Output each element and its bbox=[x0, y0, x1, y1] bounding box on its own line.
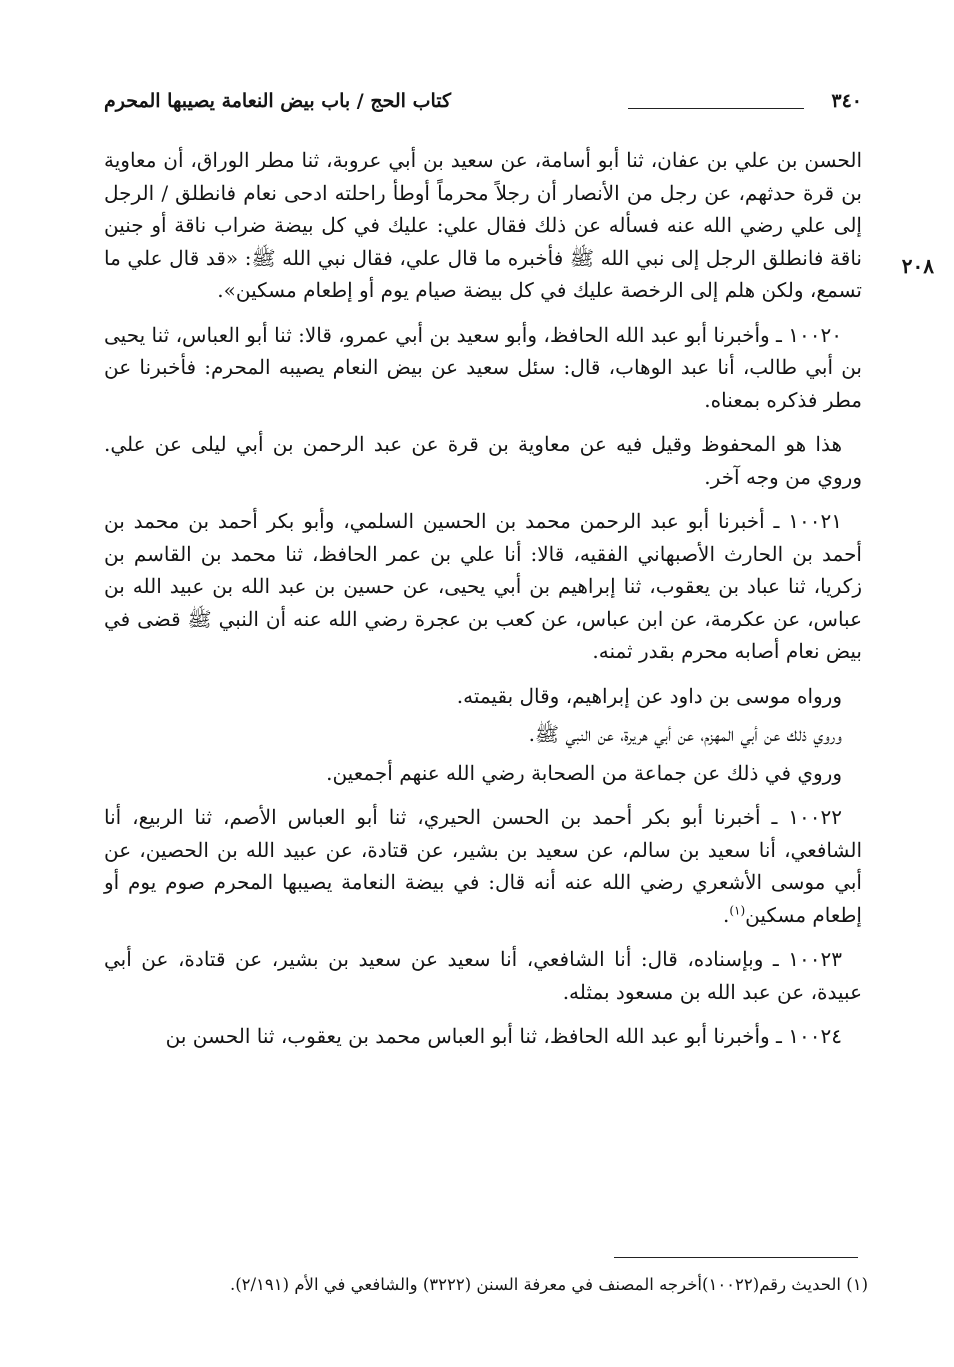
hadith-10022-text: ١٠٠٢٢ ـ أخبرنا أبو بكر أحمد بن الحسن الحيري، ثنا أبو العباس الأصم، ثنا الربيع، أنا الشافعي، أنا سعيد بن سالم، عن سعيد بن بشير، عن قتادة، عن عبيد الله بن الحصين، عن أبي موسى الأشعري رضي الله عنه أنه قال: في بيضة النعامة يصيبها المحرم صوم يوم أو إطعام مسكين bbox=[104, 805, 862, 927]
commentary-paragraph: هذا هو المحفوظ وقيل فيه عن معاوية بن قرة عن عبد الرحمن بن أبي ليلى عن علي. وروي من وجه آخر. bbox=[104, 432, 862, 489]
hadith-10023: ١٠٠٢٣ ـ وبإسناده، قال: أنا الشافعي، أنا سعيد عن سعيد بن بشير، عن قتادة، عن أبي عبيدة، عن عبد الله بن مسعود بمثله. bbox=[104, 947, 862, 1004]
hadith-10022-tail: . bbox=[722, 902, 730, 927]
narration-note: ورواه موسى بن داود عن إبراهيم، وقال بقيمته. bbox=[456, 683, 842, 708]
hadith-10020: ١٠٠٢٠ ـ وأخبرنا أبو عبد الله الحافظ، وأبو سعيد بن أبي عمرو، قالا: ثنا أبو العباس، ثنا يحيى بن أبي طالب، أنا عبد الوهاب، قال: سئل سعيد عن بيض النعام يصيبه المحرم: فأخبرنا عن مطر فذكره بمعناه. bbox=[104, 322, 862, 412]
hadith-10022 bbox=[104, 801, 862, 931]
footnote: (١) الحديث رقم(١٠٠٢٢)أخرجه المصنف في معرفة السنن (٣٢٢٢) والشافعي في الأم (٢/١٩١). bbox=[229, 1275, 868, 1294]
page-number: ٣٤٠ bbox=[831, 90, 862, 112]
hadith-10021: ١٠٠٢١ ـ أخبرنا أبو عبد الرحمن محمد بن الحسين السلمي، وأبو بكر أحمد بن محمد بن أحمد بن الحارث الأصبهاني الفقيه، قالا: أنا علي بن عمر الحافظ، ثنا محمد بن القاسم بن زكريا، ثنا عباد بن يعقوب، ثنا إبراهيم بن أبي يحيى، عن حسين بن عبد الله بن عبيد الله بن عباس، عن عكرمة، عن ابن عباس، عن كعب بن عجرة رضي الله عنه أن النبي ﷺ قضى في بيض نعام أصابه محرم بقدر ثمنه. bbox=[104, 509, 862, 663]
header-rule bbox=[628, 108, 804, 109]
main-text bbox=[104, 144, 862, 1065]
narration-note: وروي ذلك عن أبي المهزم، عن أبي هريرة، عن النبي ﷺ. bbox=[528, 722, 842, 746]
running-header bbox=[104, 84, 862, 124]
hadith-10024: ١٠٠٢٤ ـ وأخبرنا أبو عبد الله الحافظ، ثنا أبو العباس محمد بن يعقوب، ثنا الحسن بن bbox=[165, 1024, 842, 1048]
narration-note: وروي في ذلك عن جماعة من الصحابة رضي الله عنهم أجمعين. bbox=[326, 760, 842, 785]
footnote-rule bbox=[614, 1257, 858, 1258]
running-title: كتاب الحج / باب بيض النعامة يصيبها المحرم bbox=[104, 90, 452, 112]
margin-page-marker: ٢٠٨ bbox=[901, 254, 934, 278]
footnote-reference: (١) bbox=[729, 902, 746, 917]
paragraph-continued: الحسن بن علي بن عفان، ثنا أبو أسامة، عن سعيد بن أبي عروبة، ثنا مطر الوراق، أن معاوية بن قرة حدثهم، عن رجل من الأنصار أن رجلاً محرماً أوطأ راحلته ادحى نعام فانطلق / الرجل إلى علي رضي الله عنه فسأله عن ذلك فقال علي: عليك في كل بيضة ضراب ناقة أو جنين ناقة فانطلق الرجل إلى نبي الله ﷺ فأخبره ما قال علي، فقال نبي الله ﷺ: «قد قال علي ما تسمع، ولكن هلم إلى الرخصة عليك في كل بيضة صيام يوم أو إطعام مسكين». bbox=[104, 148, 862, 302]
